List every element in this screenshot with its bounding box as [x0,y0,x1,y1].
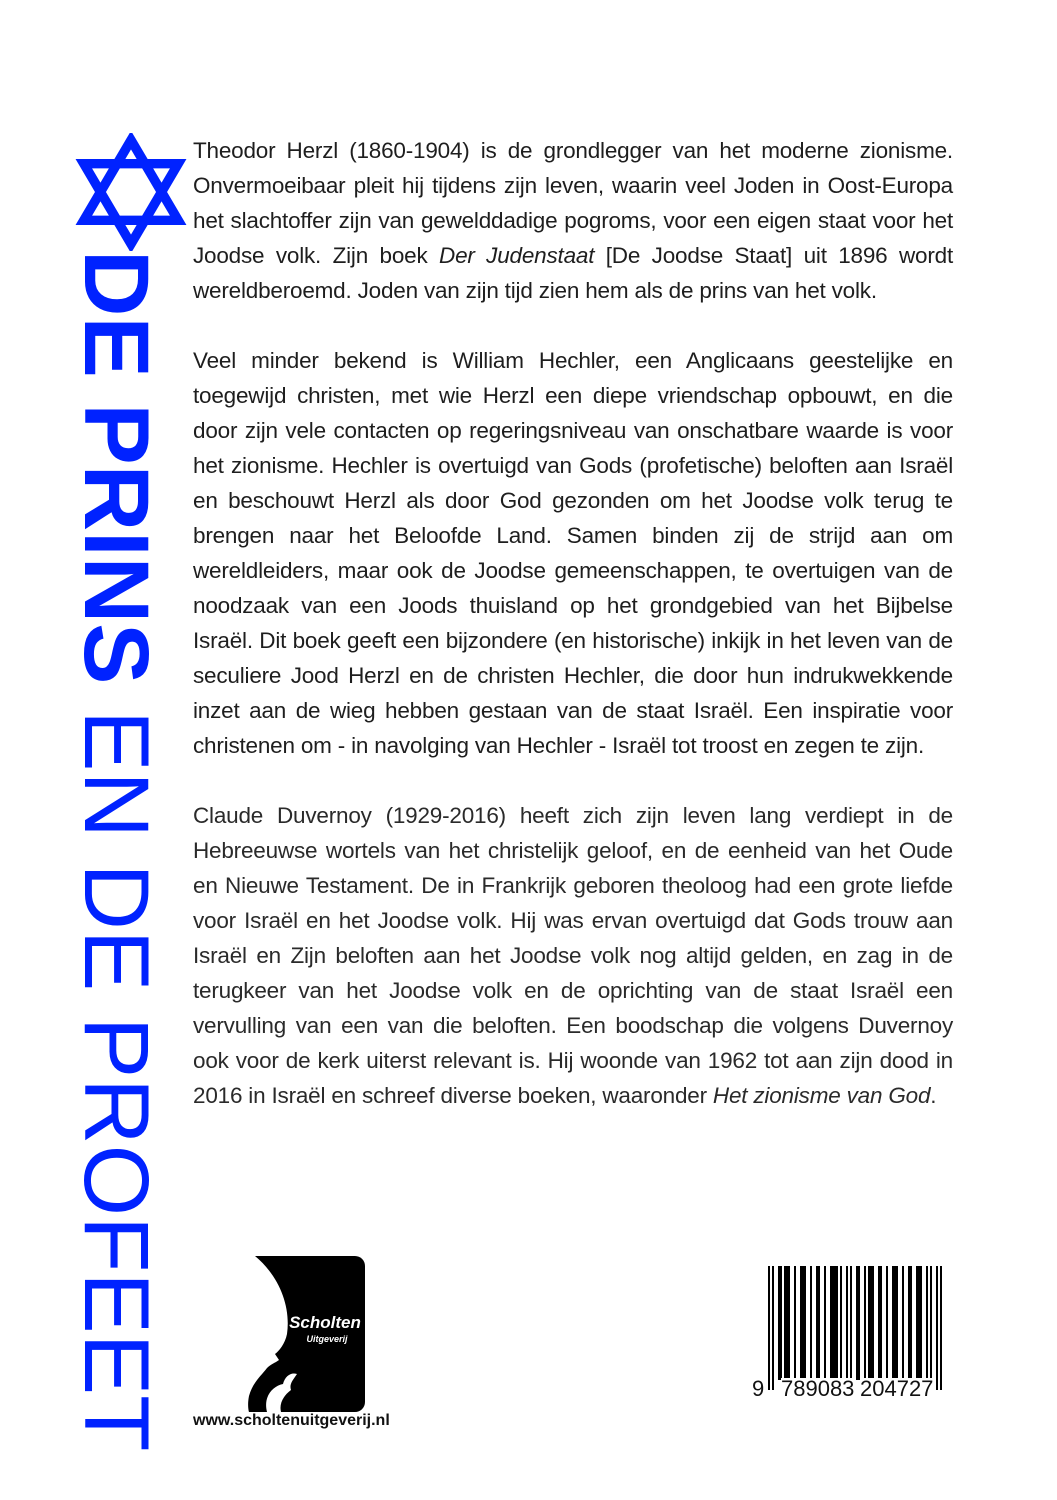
publisher-website-link[interactable]: www.scholtenuitgeverij.nl [193,1412,390,1429]
book-title-italic: Der Judenstaat [439,243,595,268]
svg-text:Scholten: Scholten [289,1313,361,1332]
isbn-digits-group-1: 789083 [781,1376,855,1401]
isbn-digits-group-2: 204727 [860,1376,934,1401]
star-of-david-icon [72,133,190,251]
blurb [193,133,953,1148]
vertical-book-title [65,250,167,1452]
svg-text:Uitgeverij: Uitgeverij [306,1334,348,1344]
isbn-digit-first: 9 [752,1376,765,1401]
blurb-paragraph-2: Veel minder bekend is William Hechler, een Anglicaans geestelijke en toegewijd christen, met wie Herzl een diepe vriendschap opbouwt, en die door zijn vele contacten op regeringsniveau van onschatbare waarde is voor het zionisme. Hechler is overtuigd van Gods (profetische) beloften aan Israël en beschouwt Herzl als door God gezonden om het Joodse volk terug te brengen naar het Beloofde Land. Samen binden zij de strijd aan om wereldleiders, maar ook de Joodse gemeenschappen, te overtuigen van de noodzaak van een Joods thuisland op het grondgebied van het Bijbelse Israël. Dit boek geeft een bijzondere (en historische) inkijk in het leven van de seculiere Jood Herzl en de christen Hechler, die door hun indrukwekkende inzet aan de wieg hebben gestaan van de staat Israël. Een inspiratie voor christenen om - in navolging van Hechler - Israël tot troost en zegen te zijn. [193,348,953,758]
title-bold: DE PRINS [65,250,167,685]
publisher-logo [227,1256,365,1412]
book-title-italic: Het zionisme van God [712,1083,931,1108]
title-light: EN DE PROFEET [65,684,167,1452]
blurb-paragraph-1: Theodor Herzl (1860-1904) is de grondlegger van het moderne zionisme. Onvermoeibaar pleit hij tijdens zijn leven, waarin veel Joden in Oost-Europa het slachtoffer zijn van gewelddadige pogroms, voor een eigen staat voor het Joodse volk. Zijn boek Der Judenstaat [De Joodse Staat] uit 1896 wordt wereldberoemd. Joden van zijn tijd zien hem als de prins van het volk. [193,138,953,303]
author-bio: Claude Duvernoy (1929-2016) heeft zich zijn leven lang verdiept in de Hebreeuwse wortels van het christelijk geloof, en de eenheid van het Oude en Nieuwe Testament. De in Frankrijk geboren theoloog had een grote liefde voor Israël en het Joodse volk. Hij was ervan overtuigd dat Gods trouw aan Israël en Zijn beloften aan het Joodse volk nog altijd gelden, en zag in de terugkeer van het Joodse volk en de oprichting van de staat Israël een vervulling van een van die beloften. Een boodschap die volgens Duvernoy ook voor de kerk uiterst relevant is. Hij woonde van 1962 tot aan zijn dood in 2016 in Israël en schreef diverse boeken, waaronder Het zionisme van God. [193,803,953,1108]
